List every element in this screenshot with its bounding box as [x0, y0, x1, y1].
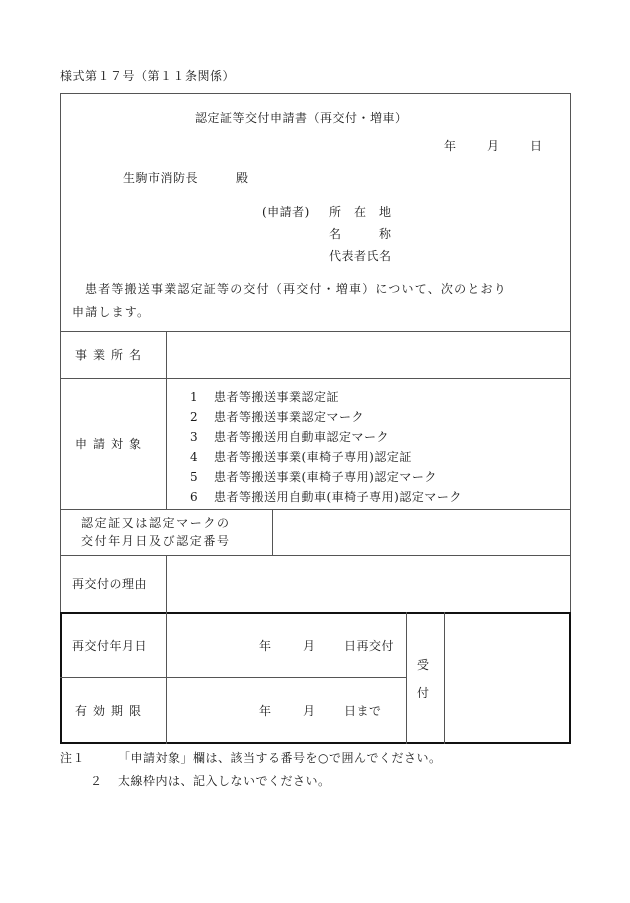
form-number: 様式第１７号（第１１条関係） [60, 69, 236, 83]
target-1-text: 患者等搬送事業認定証 [214, 390, 340, 404]
applicant-address-label: 所 在 地 [329, 205, 392, 219]
target-6-num: 6 [190, 490, 199, 504]
target-3-num: 3 [190, 430, 199, 444]
validity-day: 日まで [344, 704, 382, 718]
office-name-label: 事業所名 [75, 348, 148, 362]
target-1-num: 1 [190, 390, 199, 404]
target-4-num: 4 [190, 450, 199, 464]
note-1-num: 注１ [60, 751, 86, 765]
body-text-line2: 申請します。 [72, 305, 151, 319]
target-4-text: 患者等搬送事業(車椅子専用)認定証 [214, 450, 412, 464]
target-3-text: 患者等搬送用自動車認定マーク [214, 430, 390, 444]
date-year: 年 [444, 139, 457, 153]
form-title: 認定証等交付申請書（再交付・増車） [195, 111, 408, 125]
target-2-num: 2 [190, 410, 199, 424]
validity-year: 年 [259, 704, 272, 718]
date-day: 日 [530, 139, 543, 153]
note-1-text: 「申請対象」欄は、該当する番号を○で囲んでください。 [118, 751, 442, 765]
target-6-text: 患者等搬送用自動車(車椅子専用)認定マーク [214, 490, 462, 504]
note-2-num: ２ [90, 774, 103, 788]
reissue-date-label: 再交付年月日 [72, 639, 148, 653]
receipt-label-1: 受 [417, 658, 430, 672]
target-5-text: 患者等搬送事業(車椅子専用)認定マーク [214, 470, 437, 484]
validity-month: 月 [303, 704, 316, 718]
reissue-day: 日再交付 [344, 639, 395, 653]
reissue-month: 月 [303, 639, 316, 653]
applicant-name-label: 名 称 [329, 227, 392, 241]
applicant-rep-label: 代表者氏名 [329, 249, 392, 263]
reason-label: 再交付の理由 [72, 577, 148, 591]
cert-label-line2: 交付年月日及び認定番号 [81, 534, 231, 548]
target-label: 申請対象 [75, 437, 148, 451]
note-2-text: 太線枠内は、記入しないでください。 [118, 774, 331, 788]
applicant-label: (申請者) [262, 205, 310, 219]
body-text-line1: 患者等搬送事業認定証等の交付（再交付・増車）について、次のとおり [85, 282, 507, 296]
reissue-year: 年 [259, 639, 272, 653]
validity-label: 有効期限 [75, 704, 148, 718]
target-5-num: 5 [190, 470, 199, 484]
addressee-name: 生駒市消防長 [123, 171, 199, 185]
official-use-frame [60, 612, 571, 744]
date-month: 月 [487, 139, 500, 153]
addressee-suffix: 殿 [236, 171, 249, 185]
target-2-text: 患者等搬送事業認定マーク [214, 410, 365, 424]
receipt-label-2: 付 [417, 686, 430, 700]
cert-label-line1: 認定証又は認定マークの [81, 516, 231, 530]
